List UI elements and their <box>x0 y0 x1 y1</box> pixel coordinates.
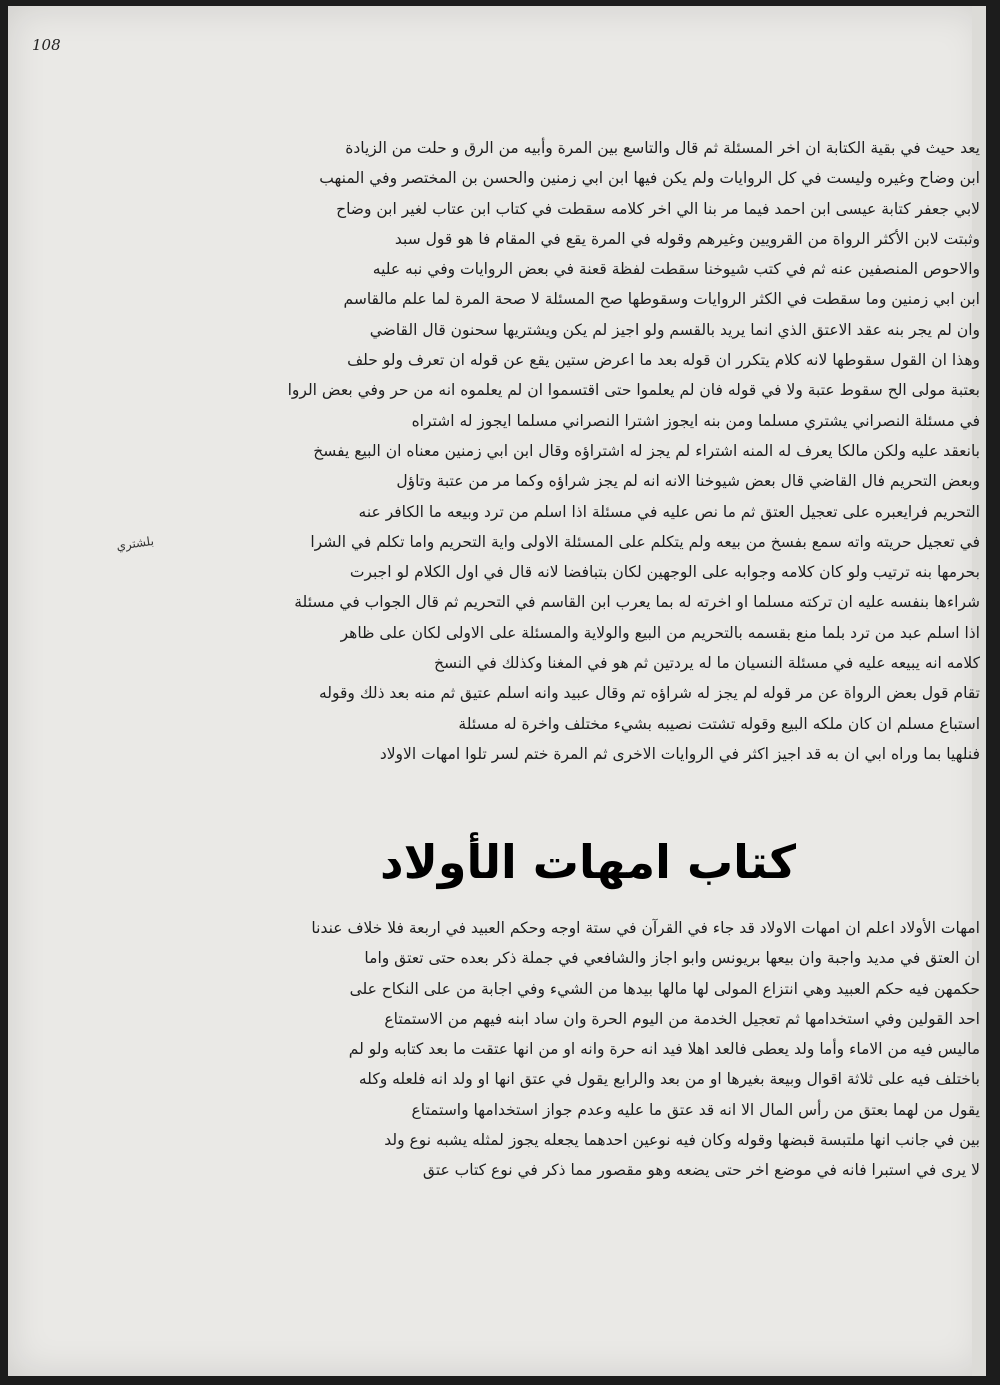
text-line: شراءها بنفسه عليه ان تركته مسلما او اخرته له بما يعرب ابن القاسم في التحريم ثم قال الجواب في مسئلة <box>294 593 980 612</box>
text-line: وثبتت لابن الأكثر الرواة من القرويين وغيرهم وقوله في المرة يقع في المقام فا هو قول سبد <box>394 229 980 248</box>
text-line: فنلهيا بما وراه ابي ان به قد اجيز اكثر في الروايات الاخرى ثم المرة ختم لسر تلوا امهات الاولاد <box>379 744 980 763</box>
text-line: بين في جانب انها ملتبسة قبضها وقوله وكان فيه نوعين احدهما يجعله يجوز لمثله يشبه نوع ولد <box>384 1131 980 1150</box>
margin-note: بلشتري <box>115 533 155 553</box>
text-line: حكمهن فيه حكم العبيد وهي انتزاع المولى لها مالها بيدها من الشيء وفي اجابة من على النكاح على <box>349 979 980 998</box>
text-line: يعد حيث في بقية الكتابة ان اخر المسئلة ثم قال والتاسع بين المرة وأبيه من الرق و حلت من الزيادة <box>345 139 980 157</box>
text-line: في مسئلة النصراني يشتري مسلما ومن بنه ايجوز اشترا النصراني مسلما ايجوز له اشتراه <box>411 411 980 430</box>
text-line: في تعجيل حريته واته سمع بفسخ من بيعه ولم يتكلم على المسئلة الاولى واية التحريم واما تكلم في الشرا <box>310 532 980 551</box>
text-line: ان العتق في مديد واجبة وان بيعها بريونس وابو اجاز والشافعي في جملة ذكر بعده حتى تعتق واما <box>364 949 980 968</box>
text-line: لا يرى في استبرا فانه في موضع اخر حتى يضعه وهو مقصور مما ذكر في نوع كتاب عتق <box>422 1161 980 1180</box>
text-line: امهات الأولاد اعلم ان امهات الاولاد قد جاء في القرآن في ستة اوجه وحكم العبيد في اربعة فلا خلاف عندنا <box>311 919 980 937</box>
text-line: لابي جعفر كتابة عيسى ابن احمد فيما مر بنا الي اخر كلامه سقطت في كتاب ابن عتاب لغير ابن وضاح <box>336 199 980 218</box>
text-line: بعتبة مولى الح سقوط عتبة ولا في قوله فان لم يعلموا حتى اقتسموا ان لم يعلموه انه من حر وفي بعض الروا <box>287 381 980 400</box>
text-line: اذا اسلم عبد من ترد بلما منع بقسمه بالتحريم من البيع والولاية والمسئلة على الاولى لكان على ظاهر <box>340 623 980 642</box>
text-line: وبعض التحريم فال القاضي قال بعض شيوخنا الانه انه لم يجز شراؤه وكما مر من عتبة وتاؤل <box>396 472 980 491</box>
text-line: ابن ابي زمنين وما سقطت في الكثر الروايات وسقوطها صح المسئلة لا صحة المرة لما علم مالقاسم <box>343 290 980 309</box>
text-line: بحرمها بنه ترتيب ولو كان كلامه وجوابه على الوجهين لكان بتبافضا لانه قال في اول الكلام لو اجبرت <box>349 563 980 582</box>
text-line: كلامه انه يبيعه عليه في مسئلة النسيان ما له يردتين ثم هو في المغنا وكذلك في النسخ <box>434 654 980 673</box>
text-line: وهذا ان القول سقوطها لانه كلام يتكرر ان قوله بعد ما اعرض ستين يقع عن قوله ان تعرف ولو حلف <box>347 351 980 370</box>
text-line: يقول من لهما بعتق من رأس المال الا انه قد عتق ما عليه وعدم جواز استخدامها واستمتاع <box>411 1100 980 1119</box>
text-line: ابن وضاح وغيره وليست في كل الروايات ولم يكن فيها ابن ابي زمنين والحسن بن المختصر وفي المنهب <box>319 169 980 188</box>
text-line: باختلف فيه على ثلاثة اقوال وبيعة بغيرها او من بعد والرابع يقول في عتق انها او ولد انه فلعله وكله <box>358 1070 980 1089</box>
lower-text-block <box>208 913 980 1186</box>
text-line: استباع مسلم ان كان ملكه البيع وقوله تشتت نصيبه بشيء مختلف واخرة له مسئلة <box>458 714 980 733</box>
text-line: وان لم يجر بنه عقد الاعتق الذي انما يريد بالقسم ولو اجيز لم يكن ويشتريها سحنون قال القاضي <box>369 320 980 339</box>
text-line: التحريم فرايعبره على تعجيل العتق ثم ما نص عليه في مسئلة اذا اسلم من ترد وبيعه ما الكافر عنه <box>358 502 980 521</box>
text-line: احد القولين وفي استخدامها ثم تعجيل الخدمة من اليوم الحرة وان ساد ابنه فيهم من الاستمتاع <box>384 1009 980 1028</box>
text-line: والاحوص المنصفين عنه ثم في كتب شيوخنا سقطت لفظة قعنة في بعض الروايات وفي نبه عليه <box>372 260 980 279</box>
text-line: تقام قول بعض الرواة عن مر قوله لم يجز له شراؤه تم وقال عبيد وانه اسلم عتيق ثم منه بعد ذلك وقوله <box>318 684 980 703</box>
manuscript-page <box>8 6 986 1376</box>
folio-number: 108 <box>32 36 61 54</box>
text-line: ماليس فيه من الاماء وأما ولد يعطى فالعد اهلا فيد انه حرة وانه او من انها عتقت ما بعد كتابه ولو لم <box>348 1040 980 1059</box>
chapter-title-text: كتاب امهات الأولاد <box>380 835 796 889</box>
text-line: بانعقد عليه ولكن مالكا يعرف له المنه اشتراء لم يجز له اشتراؤه وقال ابن ابي زمنين معناه ان البيع يفسخ <box>313 441 980 460</box>
upper-text-block <box>240 133 980 769</box>
chapter-title <box>308 824 868 900</box>
